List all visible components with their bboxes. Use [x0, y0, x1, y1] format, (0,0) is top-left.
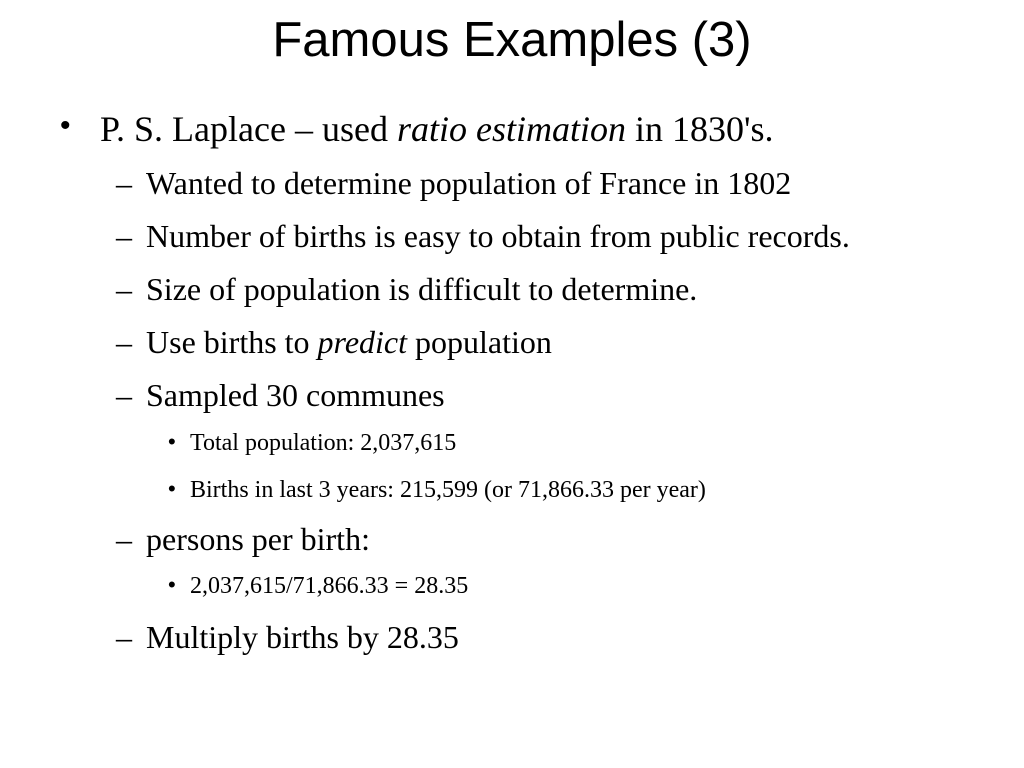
bullet-marker: • [168, 572, 176, 597]
subpoint-use-births [116, 323, 552, 361]
laplace-text-emphasis: ratio estimation [396, 109, 626, 149]
detail-births-text: Births in last 3 years: 215,599 (or 71,866.33 per year) [190, 477, 706, 503]
dash-marker: – [116, 271, 132, 307]
subpoint-goal [116, 164, 792, 202]
detail-calculation [168, 572, 469, 601]
detail-total-population [168, 429, 457, 458]
subpoint-multiply-text: Multiply births by 28.35 [146, 619, 459, 655]
subpoint-size-difficult [116, 270, 698, 308]
dash-marker: – [116, 377, 132, 413]
use-births-text-after: population [407, 324, 552, 360]
subpoint-size-difficult-text: Size of population is difficult to determine. [146, 271, 698, 307]
dash-marker: – [116, 619, 132, 655]
bullet-laplace [60, 108, 774, 151]
slide-title: Famous Examples (3) [272, 13, 752, 67]
detail-births [168, 476, 706, 505]
subpoint-persons-per-birth-text: persons per birth: [146, 521, 370, 557]
subpoint-births-easy-text: Number of births is easy to obtain from public records. [146, 218, 850, 254]
bullet-marker: • [168, 476, 176, 501]
subpoint-sampled-text: Sampled 30 communes [146, 377, 445, 413]
detail-total-population-text: Total population: 2,037,615 [190, 430, 457, 456]
dash-marker: – [116, 165, 132, 201]
bullet-marker: • [60, 109, 71, 142]
dash-marker: – [116, 218, 132, 254]
subpoint-goal-text: Wanted to determine population of France in 1802 [146, 165, 792, 201]
subpoint-births-easy [116, 217, 850, 255]
dash-marker: – [116, 521, 132, 557]
bullet-marker: • [168, 429, 176, 454]
subpoint-multiply [116, 618, 459, 656]
use-births-text-emphasis: predict [317, 324, 407, 360]
detail-calculation-text: 2,037,615/71,866.33 = 28.35 [190, 573, 469, 599]
dash-marker: – [116, 324, 132, 360]
laplace-text-after: in 1830's. [625, 109, 774, 149]
laplace-text-before: P. S. Laplace – used [100, 109, 397, 149]
subpoint-sampled [116, 376, 445, 414]
use-births-text-before: Use births to [146, 324, 318, 360]
subpoint-persons-per-birth [116, 520, 370, 558]
